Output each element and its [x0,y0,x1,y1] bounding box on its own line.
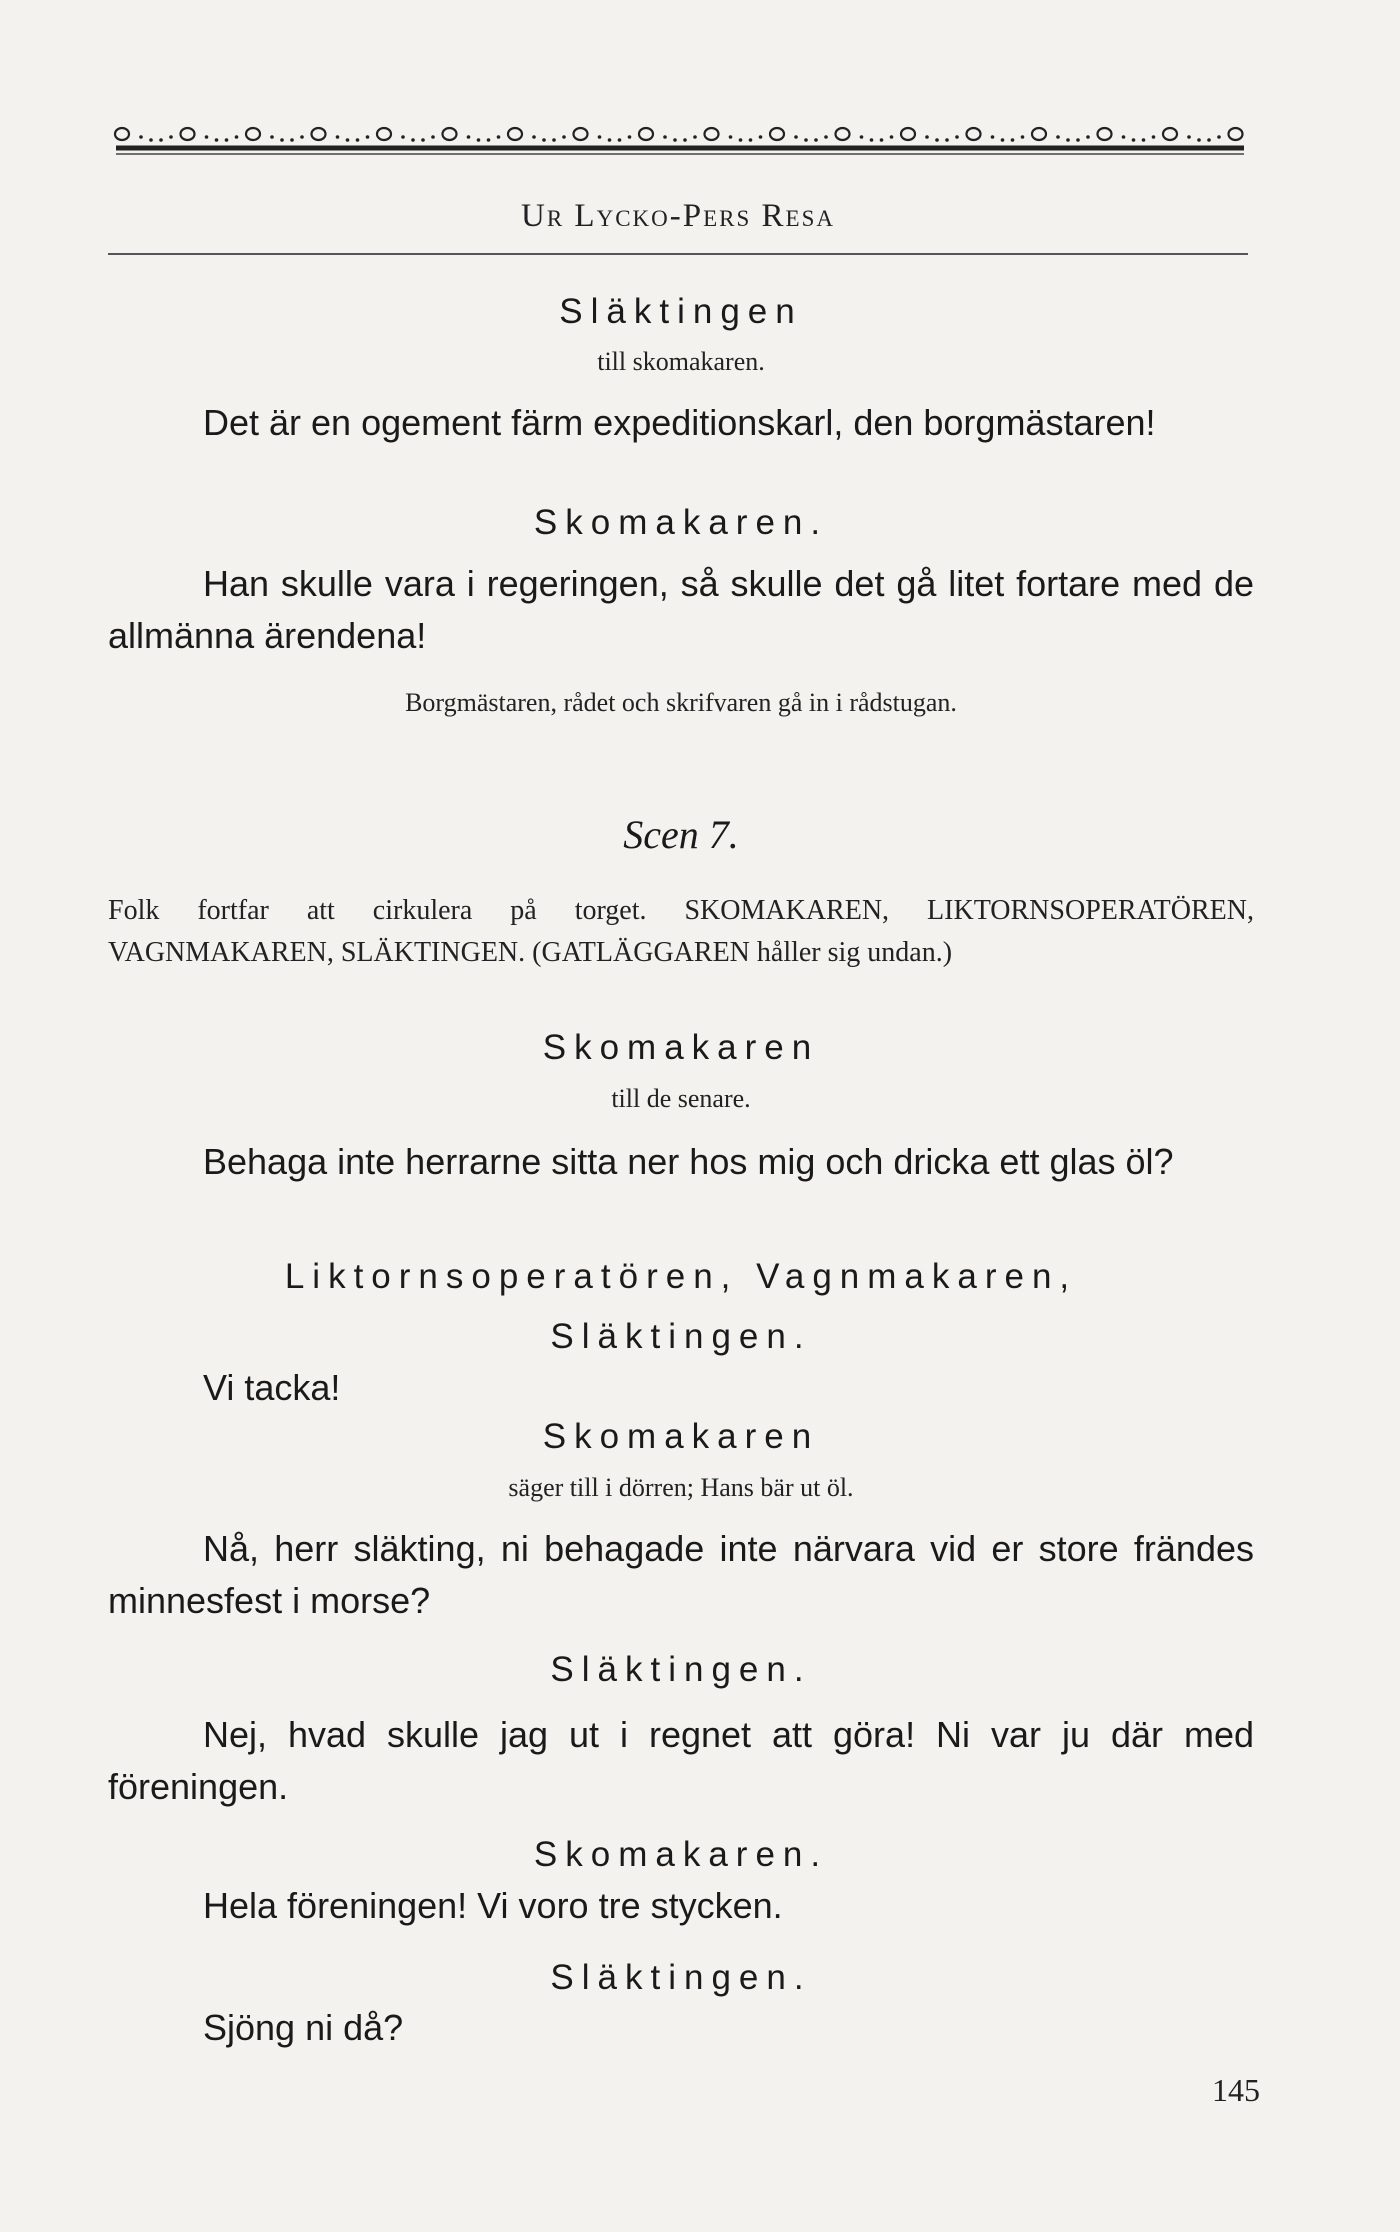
ornament-dot-icon [1001,138,1005,142]
ornament-dot-icon [487,138,491,142]
ornament-dot-icon [431,135,435,139]
ornament-dot-icon [955,135,959,139]
ornament-dot-icon [628,135,632,139]
ornament-dot-icon [467,135,471,139]
ornament-dot-icon [1076,138,1080,142]
ornament-dot-icon [169,135,173,139]
ornament-dot-icon [804,138,808,142]
speech-text: Hela föreningen! Vi voro tre stycken. [203,1885,783,1926]
ornament-ring-icon [508,128,522,140]
stage-direction: till de senare. [611,1084,751,1113]
ornament-dot-icon [1217,135,1221,139]
stage-direction-paragraph: Folk fortfar att cirkulera på torget. SKOMAKAREN, LIKTORNSOPERATÖREN, VAGNMAKAREN, SLÄKTINGEN. (GATLÄGGAREN håller sig undan.) [108,895,1254,968]
ornament-ring-icon [1032,128,1046,140]
speech-text: Han skulle vara i regeringen, så skulle det gå litet fortare med de allmänna ärendena! [108,563,1254,656]
ornament-dot-icon [1207,138,1211,142]
ornament-border-icon [112,118,1248,170]
ornament-dot-icon [1142,138,1146,142]
ornament-dot-icon [925,135,929,139]
speaker-names: Liktornsoperatören, Vagnmakaren, [284,1257,1078,1296]
speech-text: Behaga inte herrarne sitta ner hos mig och dricka ett glas öl? [203,1141,1174,1182]
speaker-name: Släktingen. [550,1958,812,1997]
ornament-dot-icon [598,135,602,139]
ornament-dot-icon [532,135,536,139]
ornament-dot-icon [215,138,219,142]
ornament-dot-icon [749,138,753,142]
ornament-dot-icon [562,135,566,139]
speaker-name: Skomakaren [542,1417,820,1456]
ornament-dot-icon [1056,135,1060,139]
ornament-dot-icon [1197,138,1201,142]
ornament-dot-icon [673,138,677,142]
ornament-dot-icon [356,138,360,142]
speaker-name: Skomakaren. [533,1835,829,1874]
ornament-dot-icon [824,135,828,139]
ornament-dot-icon [497,135,501,139]
page-number: 145 [1212,2072,1260,2108]
speech-text: Vi tacka! [203,1367,341,1408]
ornament-ring-icon [181,128,195,140]
ornament-dot-icon [1011,138,1015,142]
ornament-ring-icon [443,128,457,140]
ornament-dot-icon [991,135,995,139]
ornament-dot-icon [300,135,304,139]
ornament-dot-icon [739,138,743,142]
ornament-dot-icon [159,138,163,142]
ornament-dot-icon [280,138,284,142]
ornament-dot-icon [1021,135,1025,139]
ornament-ring-icon [901,128,915,140]
ornament-ring-icon [1163,128,1177,140]
ornament-dot-icon [411,138,415,142]
ornament-ring-icon [836,128,850,140]
ornament-dot-icon [860,135,864,139]
ornament-ring-icon [574,128,588,140]
ornament-ring-icon [770,128,784,140]
ornament-dot-icon [729,135,733,139]
speaker-name: Skomakaren. [533,503,829,542]
ornament-ring-icon [312,128,326,140]
stage-direction: Borgmästaren, rådet och skrifvaren gå in i rådstugan. [405,688,957,717]
ornament-dot-icon [1187,135,1191,139]
ornament-dot-icon [139,135,143,139]
ornament-dot-icon [270,135,274,139]
ornament-dot-icon [880,138,884,142]
ornament-dot-icon [618,138,622,142]
ornament-dot-icon [890,135,894,139]
speech-text: Nå, herr släkting, ni behagade inte närvara vid er store frändes minnesfest i morse? [108,1528,1254,1621]
ornament-dot-icon [542,138,546,142]
ornament-dot-icon [935,138,939,142]
ornament-dot-icon [1122,135,1126,139]
speech-text: Sjöng ni då? [203,2007,404,2048]
speech-text: Nej, hvad skulle jag ut i regnet att göra! Ni var ju där med föreningen. [108,1714,1254,1807]
ornament-ring-icon [115,128,129,140]
ornament-ring-icon [1229,128,1243,140]
ornament-dot-icon [814,138,818,142]
ornament-ring-icon [967,128,981,140]
header-rule [108,253,1248,255]
ornament-ring-icon [246,128,260,140]
stage-direction: säger till i dörren; Hans bär ut öl. [508,1473,854,1502]
ornament-ring-icon [639,128,653,140]
ornament-dot-icon [290,138,294,142]
stage-direction: till skomakaren. [597,347,765,376]
speech-text: Det är en ogement färm expeditionskarl, den borgmästaren! [203,402,1156,443]
ornament-dot-icon [477,138,481,142]
ornament-dot-icon [945,138,949,142]
ornament-ring-icon [377,128,391,140]
ornament-dot-icon [366,135,370,139]
ornament-dot-icon [149,138,153,142]
ornament-dot-icon [552,138,556,142]
ornament-dot-icon [794,135,798,139]
ornament-ring-icon [705,128,719,140]
ornament-dot-icon [346,138,350,142]
ornament-dot-icon [759,135,763,139]
scene-heading: Scen 7. [623,812,739,857]
ornament-dot-icon [235,135,239,139]
ornament-dot-icon [336,135,340,139]
ornament-dot-icon [1132,138,1136,142]
ornament-dot-icon [1152,135,1156,139]
ornament-ring-icon [1098,128,1112,140]
ornament-dot-icon [401,135,405,139]
ornament-dot-icon [663,135,667,139]
ornament-dot-icon [1086,135,1090,139]
ornament-dot-icon [205,135,209,139]
speaker-name: Släktingen. [550,1317,812,1356]
running-head: Ur Lycko-Pers Resa [521,198,835,234]
speaker-name: Släktingen. [550,1650,812,1689]
ornament-dot-icon [225,138,229,142]
ornament-dot-icon [693,135,697,139]
speaker-name: Släktingen [559,292,803,331]
speaker-name: Skomakaren [542,1028,820,1067]
ornament-dot-icon [608,138,612,142]
ornament-dot-icon [870,138,874,142]
ornament-dot-icon [1066,138,1070,142]
ornament-dot-icon [683,138,687,142]
ornament-dot-icon [421,138,425,142]
